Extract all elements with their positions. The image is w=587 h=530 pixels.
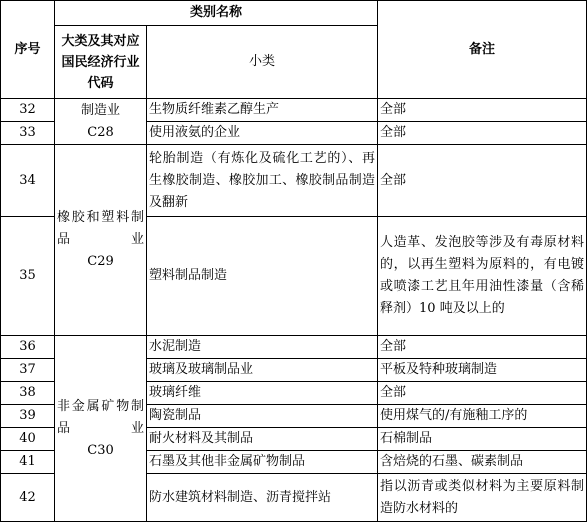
minor-class-cell: 生物质纤维素乙醇生产 [147, 99, 378, 122]
minor-class-cell: 耐火材料及其制品 [147, 428, 378, 451]
row-number: 36 [1, 336, 55, 359]
major-class-name: 橡胶和塑料制品业 [57, 210, 144, 247]
major-class-code: C29 [87, 254, 114, 269]
row-number: 41 [1, 451, 55, 474]
major-class-name: 非金属矿物制品业 [57, 398, 144, 436]
minor-class-cell: 水泥制造 [147, 336, 378, 359]
remark-cell: 使用煤气的/有施釉工序的 [378, 405, 587, 428]
minor-class-cell: 玻璃及玻璃制品业 [147, 359, 378, 382]
minor-class-cell: 轮胎制造（有炼化及硫化工艺的）、再生橡胶制造、橡胶加工、橡胶制品制造及翻新 [147, 145, 378, 217]
row-number: 38 [1, 382, 55, 405]
remark-cell: 含焙烧的石墨、碳素制品 [378, 451, 587, 474]
row-number: 42 [1, 474, 55, 522]
minor-class-cell: 防水建筑材料制造、沥青搅拌站 [147, 474, 378, 522]
remark-cell: 全部 [378, 336, 587, 359]
remark-header: 备注 [378, 1, 587, 99]
major-class-c28 [55, 99, 147, 145]
major-class-header: 大类及其对应国民经济行业代码 [55, 26, 147, 99]
major-class-code: C28 [87, 124, 114, 140]
row-number: 39 [1, 405, 55, 428]
major-class-c30 [55, 336, 147, 522]
category-name-header: 类别名称 [55, 1, 378, 26]
major-class-c29 [55, 145, 147, 336]
minor-class-header: 小类 [147, 26, 378, 99]
major-class-code: C30 [87, 442, 114, 458]
minor-class-cell: 使用液氨的企业 [147, 122, 378, 145]
row-number: 37 [1, 359, 55, 382]
remark-cell: 指以沥青或类似材料为主要原料制造防水材料的 [378, 474, 587, 522]
remark-cell: 人造革、发泡胶等涉及有毒原材料的，以再生塑料为原料的，有电镀或喷漆工艺且年用油性漆量（含稀释剂）10 吨及以上的 [378, 217, 587, 336]
row-number: 32 [1, 99, 55, 122]
remark-cell: 全部 [378, 122, 587, 145]
major-class-name: 制造业 [80, 102, 120, 118]
row-number: 40 [1, 428, 55, 451]
row-number: 34 [1, 145, 55, 217]
remark-cell: 石棉制品 [378, 428, 587, 451]
minor-class-cell: 陶瓷制品 [147, 405, 378, 428]
remark-cell: 平板及特种玻璃制造 [378, 359, 587, 382]
minor-class-cell: 石墨及其他非金属矿物制品 [147, 451, 378, 474]
header-row-1 [1, 1, 587, 26]
row-number: 35 [1, 217, 55, 336]
table-row [1, 145, 587, 217]
table-row [1, 336, 587, 359]
row-number: 33 [1, 122, 55, 145]
minor-class-cell: 玻璃纤维 [147, 382, 378, 405]
remark-cell: 全部 [378, 99, 587, 122]
remark-cell: 全部 [378, 382, 587, 405]
minor-class-cell: 塑料制品制造 [147, 217, 378, 336]
remark-cell: 全部 [378, 145, 587, 217]
table-row [1, 99, 587, 122]
serial-header: 序号 [1, 1, 55, 99]
